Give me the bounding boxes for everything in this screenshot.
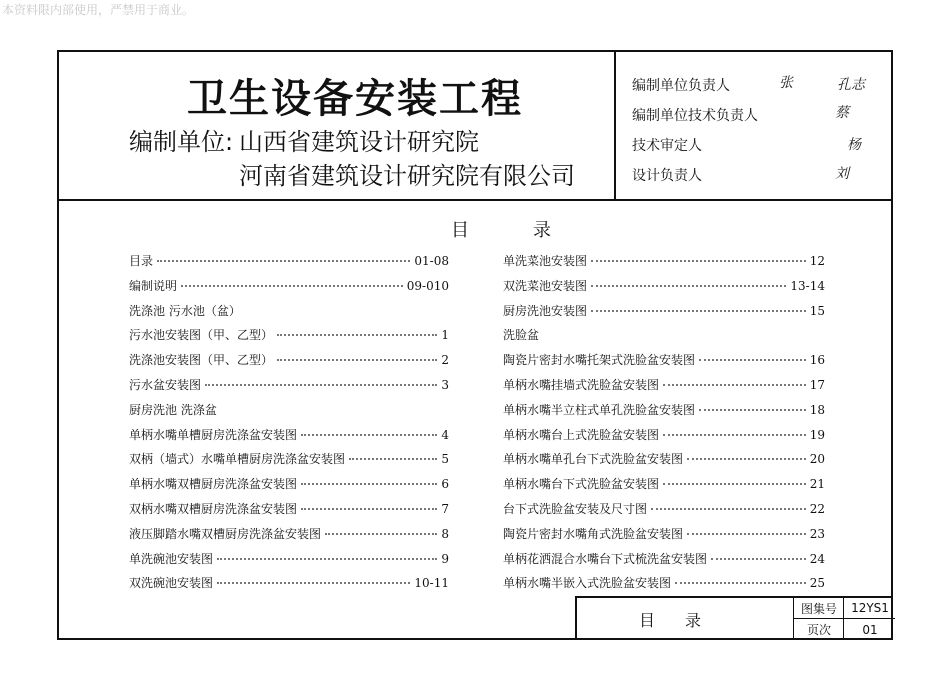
toc-leader-dots	[217, 582, 410, 584]
toc-entry	[503, 351, 825, 371]
page-number-value: 01	[862, 622, 878, 637]
toc-leader-dots	[301, 508, 437, 510]
toc-entry-title: 单柄水嘴双槽厨房洗涤盆安装图	[129, 477, 298, 492]
org-label: 编制单位:	[129, 128, 234, 156]
toc-entry-title: 双柄（墙式）水嘴单槽厨房洗涤盆安装图	[129, 452, 346, 467]
signature-tech-head-2: 蔡	[835, 105, 849, 121]
title-block	[575, 596, 893, 640]
toc-entry-page: 1	[441, 328, 449, 343]
toc-leader-dots	[591, 260, 806, 262]
toc-entry	[129, 302, 449, 322]
toc-entry-title: 污水盆安装图	[129, 378, 202, 392]
toc-entry-title: 单柄水嘴半嵌入式洗脸盆安装图	[503, 576, 672, 591]
toc-entry-title: 单柄水嘴单孔台下式洗脸盆安装图	[503, 452, 684, 467]
toc-entry-page: 19	[809, 427, 825, 442]
toc-entry-page: 4	[441, 427, 449, 442]
role-label-reviewer: 技术审定人	[632, 138, 702, 154]
toc-entry	[129, 252, 449, 272]
toc-leader-dots	[181, 285, 403, 287]
header-vertical-divider	[614, 52, 616, 199]
page-number-label: 页次	[806, 623, 831, 637]
signature-reviewer-2: 杨	[847, 137, 861, 153]
toc-leader-dots	[675, 582, 806, 584]
toc-entry-page: 23	[809, 526, 825, 541]
toc-entry	[503, 426, 825, 446]
toc-leader-dots	[591, 310, 806, 312]
toc-entry	[503, 475, 825, 495]
toc-entry	[503, 302, 825, 322]
toc-entry	[503, 525, 825, 545]
toc-entry-title: 单柄水嘴单槽厨房洗涤盆安装图	[129, 427, 298, 442]
toc-entry-title: 洗脸盆	[503, 328, 540, 343]
toc-entry-title: 编制说明	[129, 278, 178, 293]
role-label-unit-head: 编制单位负责人	[632, 78, 730, 94]
toc-leader-dots	[699, 359, 806, 361]
toc-entry-page: 6	[441, 477, 449, 492]
watermark-text: 本资料限内部使用，严禁用于商业。	[2, 3, 195, 17]
toc-entry-page: 9	[441, 551, 449, 566]
toc-entry-page: 7	[441, 502, 449, 516]
toc-entry-title: 单柄水嘴台下式洗脸盆安装图	[503, 477, 660, 492]
toc-entry-page: 25	[809, 576, 825, 591]
toc-entry-page: 22	[809, 502, 825, 516]
toc-entry-page: 15	[809, 303, 825, 318]
toc-entry-title: 双洗碗池安装图	[129, 576, 214, 591]
toc-entry-title: 单柄水嘴台上式洗脸盆安装图	[503, 427, 660, 442]
toc-entry-title: 单柄水嘴半立柱式单孔洗脸盆安装图	[503, 402, 696, 417]
toc-entry-page: 16	[809, 353, 825, 368]
title-block-divider	[843, 598, 844, 640]
toc-leader-dots	[349, 458, 437, 460]
toc-leader-dots	[217, 558, 437, 560]
toc-entry	[129, 574, 449, 594]
toc-entry-title: 双柄水嘴双槽厨房洗涤盆安装图	[129, 502, 298, 516]
toc-leader-dots	[325, 533, 437, 535]
toc-entry-title: 厨房洗池 洗涤盆	[129, 402, 217, 417]
toc-entry-page: 17	[809, 378, 825, 392]
toc-leader-dots	[301, 483, 437, 485]
toc-entry	[129, 475, 449, 495]
toc-entry	[503, 401, 825, 421]
toc-entry-page: 3	[441, 378, 449, 392]
toc-entry	[129, 326, 449, 346]
toc-entry-title: 单洗菜池安装图	[503, 254, 588, 268]
toc-entry	[129, 426, 449, 446]
toc-entry	[129, 351, 449, 371]
toc-entry	[503, 500, 825, 520]
atlas-number-value: 12YS1	[851, 601, 889, 615]
toc-entry-page: 5	[441, 452, 449, 467]
toc-entry	[129, 550, 449, 570]
toc-entry-page: 01-08	[414, 254, 449, 268]
toc-leader-dots	[663, 483, 806, 485]
toc-entry-title: 厨房洗池安装图	[503, 303, 588, 318]
toc-leader-dots	[651, 508, 806, 510]
toc-entry	[503, 252, 825, 272]
toc-entry-title: 污水池安装图（甲、乙型）	[129, 328, 274, 343]
toc-entry-title: 双洗菜池安装图	[503, 278, 588, 293]
toc-entry	[129, 376, 449, 396]
toc-entry-title: 陶瓷片密封水嘴角式洗脸盆安装图	[503, 526, 684, 541]
toc-entry-title: 洗涤池 污水池（盆）	[129, 303, 241, 318]
toc-entry	[503, 326, 825, 346]
toc-entry-title: 单柄花洒混合水嘴台下式梳洗盆安装图	[503, 551, 708, 566]
toc-entry	[129, 277, 449, 297]
drawing-frame	[57, 50, 893, 640]
toc-entry-title: 液压脚踏水嘴双槽厨房洗涤盆安装图	[129, 526, 322, 541]
toc-leader-dots	[699, 409, 806, 411]
toc-entry-page: 10-11	[414, 576, 449, 591]
toc-leader-dots	[277, 359, 437, 361]
toc-leader-dots	[591, 285, 786, 287]
page-title: 卫生设备安装工程	[187, 76, 523, 122]
toc-entry-page: 09-010	[406, 278, 449, 293]
toc-leader-dots	[663, 384, 806, 386]
toc-entry-title: 台下式洗脸盆安装及尺寸图	[503, 502, 648, 516]
toc-entry-page: 2	[441, 353, 449, 368]
toc-entry	[129, 500, 449, 520]
role-label-design-head: 设计负责人	[632, 168, 702, 184]
toc-entry	[503, 376, 825, 396]
title-block-name: 目录	[638, 610, 731, 630]
signature-unit-head-2: 孔志	[837, 77, 865, 93]
toc-entry	[129, 401, 449, 421]
role-label-tech-head: 编制单位技术负责人	[632, 108, 758, 124]
toc-entry-title: 洗涤池安装图（甲、乙型）	[129, 353, 274, 368]
toc-leader-dots	[157, 260, 410, 262]
toc-entry	[129, 450, 449, 470]
toc-entry-title: 单柄水嘴挂墙式洗脸盆安装图	[503, 378, 660, 392]
title-block-divider	[793, 598, 794, 640]
signature-unit-head-1: 张	[779, 75, 793, 91]
header-divider	[59, 199, 891, 201]
toc-entry-page: 8	[441, 526, 449, 541]
toc-leader-dots	[205, 384, 437, 386]
toc-leader-dots	[277, 334, 437, 336]
toc-entry-page: 13-14	[790, 278, 825, 293]
toc-entry	[503, 277, 825, 297]
toc-entry	[503, 574, 825, 594]
toc-leader-dots	[687, 458, 806, 460]
toc-entry-page: 21	[809, 477, 825, 492]
org-name-1: 山西省建筑设计研究院	[239, 128, 479, 156]
signature-design-head-2: 刘	[835, 166, 849, 182]
toc-entry	[129, 525, 449, 545]
toc-title: 目录	[451, 220, 615, 241]
toc-entry	[503, 550, 825, 570]
toc-leader-dots	[687, 533, 806, 535]
toc-entry	[503, 450, 825, 470]
toc-entry-title: 目录	[129, 254, 154, 268]
toc-leader-dots	[663, 434, 806, 436]
toc-leader-dots	[301, 434, 437, 436]
toc-leader-dots	[711, 558, 806, 560]
org-name-2: 河南省建筑设计研究院有限公司	[239, 162, 575, 190]
toc-entry-page: 24	[809, 551, 825, 566]
atlas-number-label: 图集号	[800, 601, 837, 616]
toc-entry-page: 18	[809, 402, 825, 417]
toc-entry-page: 20	[809, 452, 825, 467]
toc-entry-page: 12	[809, 254, 825, 268]
toc-entry-title: 单洗碗池安装图	[129, 551, 214, 566]
toc-entry-title: 陶瓷片密封水嘴托架式洗脸盆安装图	[503, 353, 696, 368]
